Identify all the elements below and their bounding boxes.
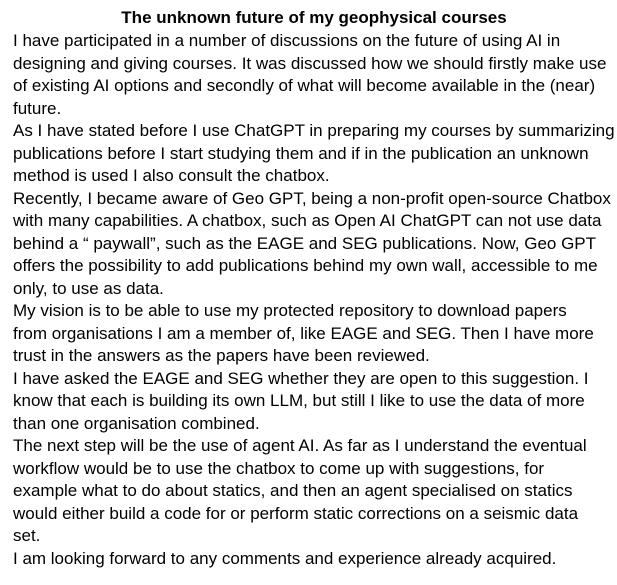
text-line: I have participated in a number of discussions on the future of using AI in — [13, 31, 561, 50]
text-line: publications before I start studying them and if in the publication an unknown — [13, 143, 589, 163]
text-line: I am looking forward to any comments and experience already acquired. — [13, 548, 557, 568]
text-line: from organisations I am a member of, like EAGE and SEG. Then I have more — [13, 323, 594, 343]
text-line: know that each is building its own LLM, but still I like to use the data of more — [13, 391, 585, 410]
text-line: than one organisation combined. — [13, 413, 260, 433]
paragraph-chatgpt-usage — [13, 120, 615, 188]
text-line: future. — [13, 98, 62, 118]
text-line: I have asked the EAGE and SEG whether they are open to this suggestion. I — [13, 368, 589, 388]
text-line: As I have stated before I use ChatGPT in preparing my courses by summarizing — [13, 121, 615, 140]
text-line: method is used I also consult the chatbox. — [13, 166, 330, 185]
text-line: only, to use as data. — [13, 278, 164, 298]
document-title: The unknown future of my geophysical courses — [121, 8, 507, 27]
text-line: with many capabilities. A chatbox, such as Open AI ChatGPT can not use data — [13, 211, 602, 230]
paragraph-vision — [13, 300, 609, 368]
text-line: My vision is to be able to use my protected repository to download papers — [13, 301, 567, 320]
text-line: set. — [13, 526, 41, 545]
paragraph-ai-discussions — [13, 30, 609, 120]
text-line: trust in the answers as the papers have been reviewed. — [13, 346, 430, 365]
text-line: would either build a code for or perform static corrections on a seismic data — [13, 503, 579, 523]
paragraph-geo-gpt — [13, 188, 609, 301]
text-line: offers the possibility to add publications behind my own wall, accessible to me — [13, 256, 598, 275]
text-line: workflow would be to use the chatbox to come up with suggestions, for — [13, 458, 545, 478]
paragraph-agent-ai — [13, 435, 609, 548]
text-line: example what to do about statics, and then an agent specialised on statics — [13, 481, 573, 500]
text-line: The next step will be the use of agent AI. As far as I understand the eventual — [13, 436, 587, 455]
paragraph-closing — [13, 548, 609, 571]
paragraph-eage-seg — [13, 368, 609, 436]
text-line: designing and giving courses. It was discussed how we should firstly make use — [13, 53, 607, 73]
text-line: Recently, I became aware of Geo GPT, being a non-profit open-source Chatbox — [13, 188, 611, 208]
text-line: of existing AI options and secondly of what will become available in the (near) — [13, 76, 596, 95]
text-line: behind a “ paywall”, such as the EAGE and SEG publications. Now, Geo GPT — [13, 233, 597, 253]
